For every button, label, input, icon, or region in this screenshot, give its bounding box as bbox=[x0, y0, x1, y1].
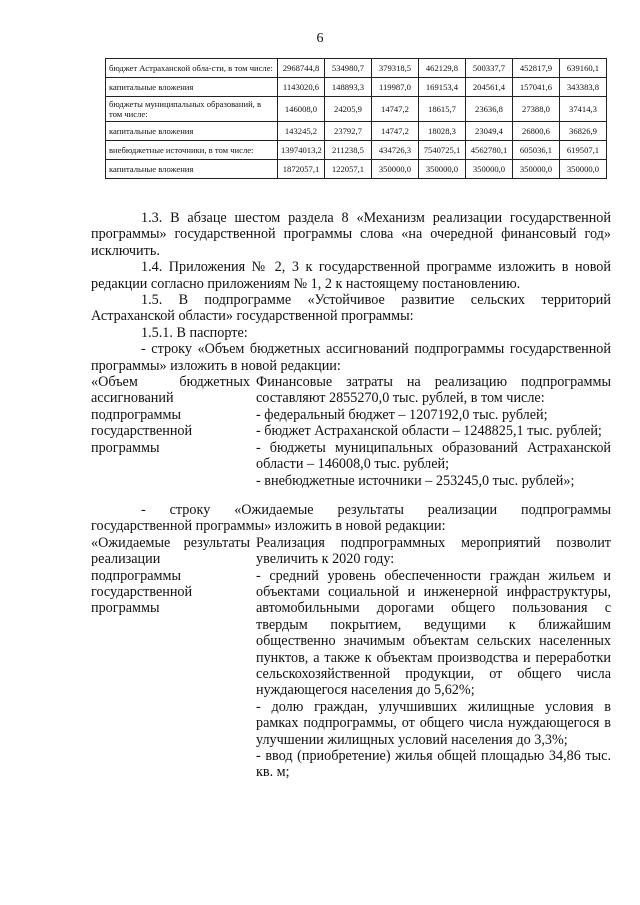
paragraph-1-3: 1.3. В абзаце шестом раздела 8 «Механизм реализации государственной программы» государственной программы слова «на очередной финансовый год» исключить. bbox=[91, 210, 611, 259]
table-cell: 350000,0 bbox=[372, 160, 419, 179]
table-cell: 14747,2 bbox=[372, 97, 419, 122]
table-cell: 7540725,1 bbox=[419, 141, 466, 160]
instruction-budget-line: - строку «Объем бюджетных ассигнований подпрограммы государственной программы» изложить в новой редакции: bbox=[91, 341, 611, 374]
table-cell: 119987,0 bbox=[372, 78, 419, 97]
row-label: капитальные вложения bbox=[106, 160, 278, 179]
table-cell: 146008,0 bbox=[278, 97, 325, 122]
instruction-results-line: - строку «Ожидаемые результаты реализации подпрограммы государственной программы» изложить в новой редакции: bbox=[91, 501, 611, 535]
content-line: - средний уровень обеспеченности граждан жильем и объектами социальной и инженерной инфраструктуры, автомобильными дорогами общего пользования с твердым покрытием, ведущими к ближайшим общественно значимым объектам сельских населенных пунктов, а также к объектам производства и переработки сельскохозяйственной продукции, от общего числа нуждающегося населения до 5,62%; bbox=[256, 567, 611, 699]
table-cell: 24205,9 bbox=[325, 97, 372, 122]
budget-allocation-block bbox=[91, 374, 611, 489]
table-cell: 639160,1 bbox=[560, 59, 607, 78]
budget-allocation-content bbox=[256, 374, 611, 489]
row-label: капитальные вложения bbox=[106, 78, 278, 97]
table-row bbox=[106, 141, 607, 160]
budget-allocation-label: «Объем бюджетных ассигнований подпрограммы государственной программы bbox=[91, 374, 250, 456]
table-cell: 204561,4 bbox=[466, 78, 513, 97]
content-line: Реализация подпрограммных мероприятий позволит увеличить к 2020 году: bbox=[256, 534, 611, 568]
table-cell: 2968744,8 bbox=[278, 59, 325, 78]
content-line: - федеральный бюджет – 1207192,0 тыс. рублей; bbox=[256, 406, 548, 423]
table-cell: 14747,2 bbox=[372, 122, 419, 141]
table-cell: 1872057,1 bbox=[278, 160, 325, 179]
table-cell: 23792,7 bbox=[325, 122, 372, 141]
table-cell: 148893,3 bbox=[325, 78, 372, 97]
table-cell: 157041,6 bbox=[513, 78, 560, 97]
table-cell: 37414,3 bbox=[560, 97, 607, 122]
expected-results-label: «Ожидаемые результаты реализации подпрограммы государственной программы bbox=[91, 534, 250, 617]
table-cell: 434726,3 bbox=[372, 141, 419, 160]
table-cell: 500337,7 bbox=[466, 59, 513, 78]
table-row bbox=[106, 78, 607, 97]
table-cell: 13974013,2 bbox=[278, 141, 325, 160]
page-number: 6 bbox=[316, 31, 324, 46]
table-cell: 379318,5 bbox=[372, 59, 419, 78]
row-label: бюджеты муниципальных образований, в том числе: bbox=[106, 97, 278, 122]
financing-table bbox=[105, 58, 607, 179]
paragraph-1-4: 1.4. Приложения № 2, 3 к государственной программе изложить в новой редакции согласно приложениям № 1, 2 к настоящему постановлению. bbox=[91, 259, 611, 292]
table-row bbox=[106, 122, 607, 141]
content-line: - бюджеты муниципальных образований Астраханской области – 146008,0 тыс. рублей; bbox=[256, 439, 611, 473]
table-cell: 350000,0 bbox=[419, 160, 466, 179]
table-cell: 23636,8 bbox=[466, 97, 513, 122]
table-cell: 1143020,6 bbox=[278, 78, 325, 97]
table-cell: 452817,9 bbox=[513, 59, 560, 78]
table-cell: 18028,3 bbox=[419, 122, 466, 141]
table-cell: 350000,0 bbox=[513, 160, 560, 179]
table-cell: 619507,1 bbox=[560, 141, 607, 160]
table-cell: 534980,7 bbox=[325, 59, 372, 78]
paragraph-1-5: 1.5. В подпрограмме «Устойчивое развитие сельских территорий Астраханской области» государственной программы: bbox=[91, 292, 611, 325]
table-cell: 211238,5 bbox=[325, 141, 372, 160]
table-cell: 18615,7 bbox=[419, 97, 466, 122]
table-cell: 143245,2 bbox=[278, 122, 325, 141]
table-cell: 605036,1 bbox=[513, 141, 560, 160]
table-cell: 36826,9 bbox=[560, 122, 607, 141]
document-body bbox=[91, 210, 611, 781]
table-cell: 462129,8 bbox=[419, 59, 466, 78]
content-line: - долю граждан, улучшивших жилищные условия в рамках подпрограммы, от общего числа нуждающегося в улучшении жилищных условий населения до 3,3%; bbox=[256, 698, 611, 748]
table-cell: 350000,0 bbox=[560, 160, 607, 179]
content-line: Финансовые затраты на реализацию подпрограммы составляют 2855270,0 тыс. рублей, в том числе: bbox=[256, 374, 611, 407]
table-row bbox=[106, 160, 607, 179]
table-cell: 343383,8 bbox=[560, 78, 607, 97]
table-row bbox=[106, 59, 607, 78]
paragraph-1-5-1: 1.5.1. В паспорте: bbox=[141, 324, 248, 341]
table-cell: 122057,1 bbox=[325, 160, 372, 179]
table-cell: 4562780,1 bbox=[466, 141, 513, 160]
expected-results-block bbox=[91, 535, 611, 781]
table-cell: 169153,4 bbox=[419, 78, 466, 97]
expected-results-content bbox=[256, 535, 611, 781]
content-line: - ввод (приобретение) жилья общей площадью 34,86 тыс. кв. м; bbox=[256, 748, 611, 781]
row-label: внебюджетные источники, в том числе: bbox=[106, 141, 278, 160]
table-cell: 350000,0 bbox=[466, 160, 513, 179]
table-row bbox=[106, 97, 607, 122]
table-cell: 23049,4 bbox=[466, 122, 513, 141]
row-label: капитальные вложения bbox=[106, 122, 278, 141]
content-line: - бюджет Астраханской области – 1248825,1 тыс. рублей; bbox=[256, 423, 602, 440]
table-cell: 27388,0 bbox=[513, 97, 560, 122]
row-label: бюджет Астраханской обла-сти, в том числе: bbox=[106, 59, 278, 78]
content-line: - внебюджетные источники – 253245,0 тыс. рублей»; bbox=[256, 472, 575, 489]
table-cell: 26800,6 bbox=[513, 122, 560, 141]
